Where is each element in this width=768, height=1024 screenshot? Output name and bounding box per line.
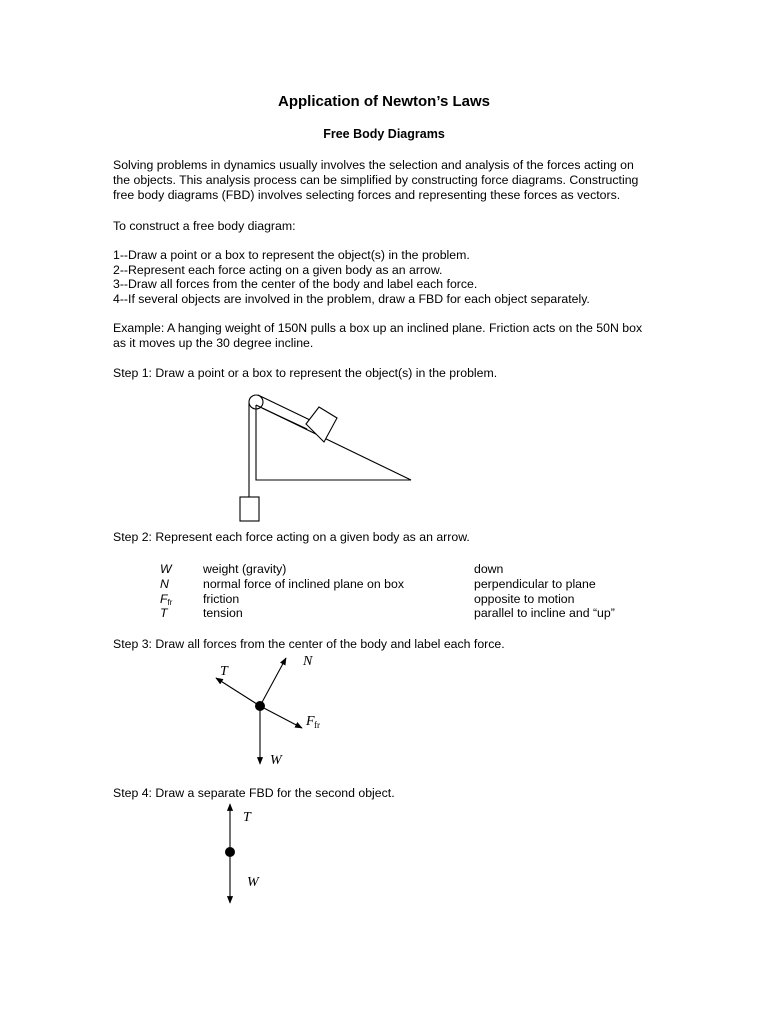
page-subtitle: Free Body Diagrams xyxy=(323,127,445,141)
steps-list-item-2: 2--Represent each force acting on a given body as an arrow. xyxy=(113,263,443,277)
intro-line-2: the objects. This analysis process can be simplified by constructing force diagrams. Constructing xyxy=(113,173,639,187)
force-dir-w: down xyxy=(474,562,504,576)
intro-line-3: free body diagrams (FBD) involves selecting forces and representing these forces as vectors. xyxy=(113,188,621,202)
step1-text: Step 1: Draw a point or a box to represent the object(s) in the problem. xyxy=(113,366,498,380)
page-title: Application of Newton’s Laws xyxy=(278,93,490,110)
fbd1-label-w: W xyxy=(270,753,282,768)
force-dir-n: perpendicular to plane xyxy=(474,577,596,591)
construct-heading: To construct a free body diagram: xyxy=(113,219,296,233)
force-desc-t: tension xyxy=(203,606,243,620)
force-dir-t: parallel to incline and “up” xyxy=(474,606,615,620)
force-desc-n: normal force of inclined plane on box xyxy=(203,577,404,591)
steps-list-item-1: 1--Draw a point or a box to represent the object(s) in the problem. xyxy=(113,248,470,262)
fbd1-label-t: T xyxy=(220,664,228,679)
steps-list-item-3: 3--Draw all forces from the center of the body and label each force. xyxy=(113,277,478,291)
force-symbol-n: N xyxy=(160,577,169,591)
steps-list-item-4: 4--If several objects are involved in the problem, draw a FBD for each object separately. xyxy=(113,292,590,306)
force-symbol-ffr-main: F xyxy=(160,592,168,606)
step2-text: Step 2: Represent each force acting on a given body as an arrow. xyxy=(113,530,470,544)
example-line-1: Example: A hanging weight of 150N pulls a box up an inclined plane. Friction acts on the 50N box xyxy=(113,321,643,335)
intro-line-1: Solving problems in dynamics usually involves the selection and analysis of the forces acting on xyxy=(113,158,634,172)
force-dir-ffr: opposite to motion xyxy=(474,592,575,606)
fbd1-label-f-sub: fr xyxy=(314,720,320,730)
step3-text: Step 3: Draw all forces from the center of the body and label each force. xyxy=(113,637,505,651)
example-line-2: as it moves up the 30 degree incline. xyxy=(113,336,314,350)
force-desc-w: weight (gravity) xyxy=(203,562,287,576)
fbd2-center-point xyxy=(225,847,235,857)
fbd1-label-n: N xyxy=(303,654,313,669)
fbd2-label-t: T xyxy=(243,810,251,825)
fbd1-label-f: F xyxy=(306,714,315,729)
fbd2-label-w: W xyxy=(247,875,259,890)
step4-text: Step 4: Draw a separate FBD for the second object. xyxy=(113,786,395,800)
force-desc-ffr: friction xyxy=(203,592,240,606)
force-symbol-ffr-sub: fr xyxy=(167,598,173,607)
force-symbol-w: W xyxy=(160,562,172,576)
force-symbol-t: T xyxy=(160,606,168,620)
